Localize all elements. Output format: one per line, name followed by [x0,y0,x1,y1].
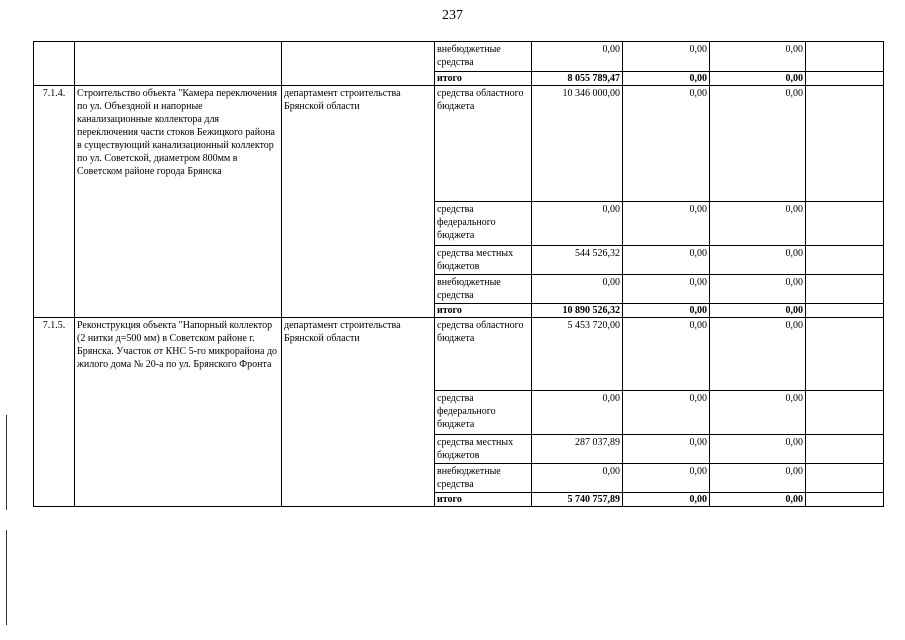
empty-cell [806,464,884,493]
amount-cell: 5 740 757,89 [532,493,623,507]
empty-cell [806,202,884,246]
amount-cell: 0,00 [623,464,710,493]
table-row [34,318,884,391]
amount-cell: 0,00 [532,42,623,72]
amount-cell: 0,00 [623,202,710,246]
empty-cell [806,435,884,464]
budget-table [33,41,884,507]
amount-cell: 0,00 [623,304,710,318]
empty-cell [806,72,884,86]
source-cell: внебюджетные средства [435,42,532,72]
amount-cell: 0,00 [710,202,806,246]
amount-cell: 0,00 [532,275,623,304]
amount-cell: 0,00 [710,304,806,318]
source-cell: итого [435,304,532,318]
executor-cell [282,42,435,86]
amount-cell: 0,00 [623,493,710,507]
source-cell: средства местных бюджетов [435,246,532,275]
item-executor: департамент строительства Брянской области [282,86,435,318]
amount-cell: 544 526,32 [532,246,623,275]
amount-cell: 0,00 [710,246,806,275]
source-cell: внебюджетные средства [435,275,532,304]
item-number: 7.1.4. [34,86,75,318]
empty-cell [806,493,884,507]
amount-cell: 0,00 [623,318,710,391]
amount-cell: 0,00 [710,42,806,72]
amount-cell: 0,00 [710,464,806,493]
table-row [34,86,884,202]
amount-cell: 0,00 [623,86,710,202]
amount-cell: 0,00 [623,72,710,86]
amount-cell: 5 453 720,00 [532,318,623,391]
item-number: 7.1.5. [34,318,75,507]
empty-cell [806,391,884,435]
empty-cell [806,246,884,275]
empty-cell [806,304,884,318]
amount-cell: 8 055 789,47 [532,72,623,86]
amount-cell: 0,00 [623,42,710,72]
item-name-cell [75,42,282,86]
source-cell: средства федерального бюджета [435,202,532,246]
amount-cell: 0,00 [710,318,806,391]
amount-cell: 10 890 526,32 [532,304,623,318]
empty-cell [806,42,884,72]
item-number-cell [34,42,75,86]
amount-cell: 0,00 [623,391,710,435]
source-cell: средства местных бюджетов [435,435,532,464]
amount-cell: 0,00 [710,72,806,86]
amount-cell: 0,00 [532,391,623,435]
source-cell: средства областного бюджета [435,86,532,202]
amount-cell: 0,00 [532,202,623,246]
amount-cell: 0,00 [710,275,806,304]
amount-cell: 0,00 [710,391,806,435]
source-cell: средства федерального бюджета [435,391,532,435]
amount-cell: 0,00 [532,464,623,493]
empty-cell [806,86,884,202]
amount-cell: 0,00 [623,246,710,275]
amount-cell: 0,00 [623,275,710,304]
source-cell: итого [435,493,532,507]
amount-cell: 10 346 000,00 [532,86,623,202]
amount-cell: 0,00 [623,435,710,464]
amount-cell: 0,00 [710,493,806,507]
source-cell: внебюджетные средства [435,464,532,493]
margin-line [6,530,7,625]
item-name: Реконструкция объекта "Напорный коллектор (2 нитки д=500 мм) в Советском районе г. Брянска. Участок от КНС 5-го микрорайона до жилого дома № 20-а по ул. Брянского Фронта [75,318,282,507]
source-cell: итого [435,72,532,86]
source-cell: средства областного бюджета [435,318,532,391]
margin-line [6,415,7,510]
empty-cell [806,275,884,304]
amount-cell: 0,00 [710,435,806,464]
table-row [34,42,884,72]
amount-cell: 0,00 [710,86,806,202]
page-number: 237 [442,8,463,23]
item-name: Строительство объекта "Камера переключения по ул. Объездной и напорные канализационные коллектора для переключения части стоков Бежицкого района в существующий канализационный коллектор по ул. Советской, диаметром 800мм в Советском районе города Брянска [75,86,282,318]
item-executor: департамент строительства Брянской области [282,318,435,507]
empty-cell [806,318,884,391]
amount-cell: 287 037,89 [532,435,623,464]
